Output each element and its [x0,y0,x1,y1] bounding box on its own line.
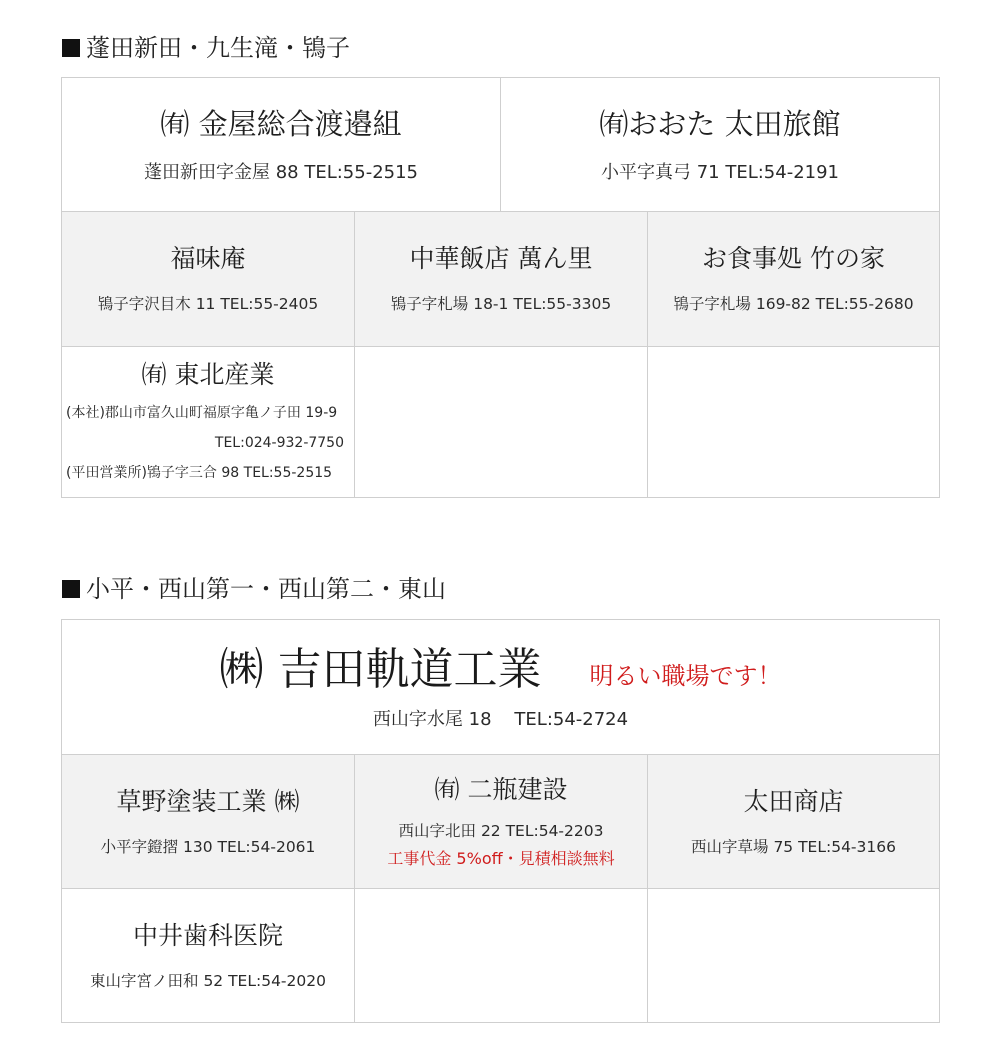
business-address: 蓬田新田字金屋 88 TEL:55-2515 [143,161,419,183]
section-heading-2 [62,574,446,604]
section-heading-1 [62,33,350,63]
head-office-phone: TEL:024-932-7750 [214,435,344,451]
empty-cell [647,346,940,498]
listing-card-takenoya [647,211,940,347]
listing-card-tohoku-sangyo [61,346,355,498]
listing-card-nakai-dental [61,888,355,1023]
business-address: 鴇子字札場 169-82 TEL:55-2680 [673,295,914,313]
business-address: 東山字宮ノ田和 52 TEL:54-2020 [90,971,326,990]
listing-card-ota-ryokan [500,77,940,212]
listing-card-manri [354,211,648,347]
featured-name-row [220,642,782,698]
business-address: 西山字水尾 18 TEL:54-2724 [372,709,629,730]
listing-card-fukumian [61,211,355,347]
business-name: 太田商店 [743,786,844,816]
listing-card-kanaya [61,77,501,212]
square-bullet-icon [62,39,80,57]
business-name: ㈲ 金屋総合渡邉組 [160,106,402,141]
promo-text: 工事代金 5%off・見積相談無料 [387,848,615,868]
empty-cell [354,346,648,498]
section-title: 小平・西山第一・西山第二・東山 [86,575,446,603]
business-name: 草野塗装工業 ㈱ [116,786,300,816]
square-bullet-icon [62,580,80,598]
slogan: 明るい職場です！ [589,662,782,690]
business-name: お食事処 竹の家 [702,244,885,273]
branch-office-address: (平田営業所)鴇子字三合 98 TEL:55-2515 [66,465,333,481]
business-address: 小平字鐙摺 130 TEL:54-2061 [100,837,316,856]
business-address: 西山字草場 75 TEL:54-3166 [691,837,896,856]
business-name: ㈲ 二瓶建設 [434,774,568,804]
business-address: 鴇子字沢目木 11 TEL:55-2405 [97,295,319,313]
listing-card-ota-shoten [647,754,940,889]
listing-card-kusano [61,754,355,889]
business-address: 西山字北田 22 TEL:54-2203 [398,821,604,840]
section-title: 蓬田新田・九生滝・鴇子 [86,34,350,62]
business-name: 福味庵 [170,244,246,273]
business-address: 鴇子字札場 18-1 TEL:55-3305 [390,295,612,313]
business-name: 中華飯店 萬ん里 [409,244,593,273]
listing-card-nihei [354,754,648,889]
head-office-address: (本社)郡山市富久山町福原字亀ノ子田 19-9 [66,405,338,421]
business-name: ㈲ 東北産業 [141,360,275,389]
business-name: 中井歯科医院 [132,920,283,950]
business-name: ㈲おおた 太田旅館 [599,106,841,141]
featured-listing-yoshida [61,619,940,755]
business-address: 小平字真弓 71 TEL:54-2191 [600,161,840,183]
empty-cell [647,888,940,1023]
empty-cell [354,888,648,1023]
business-name: ㈱ 吉田軌道工業 [219,644,542,695]
